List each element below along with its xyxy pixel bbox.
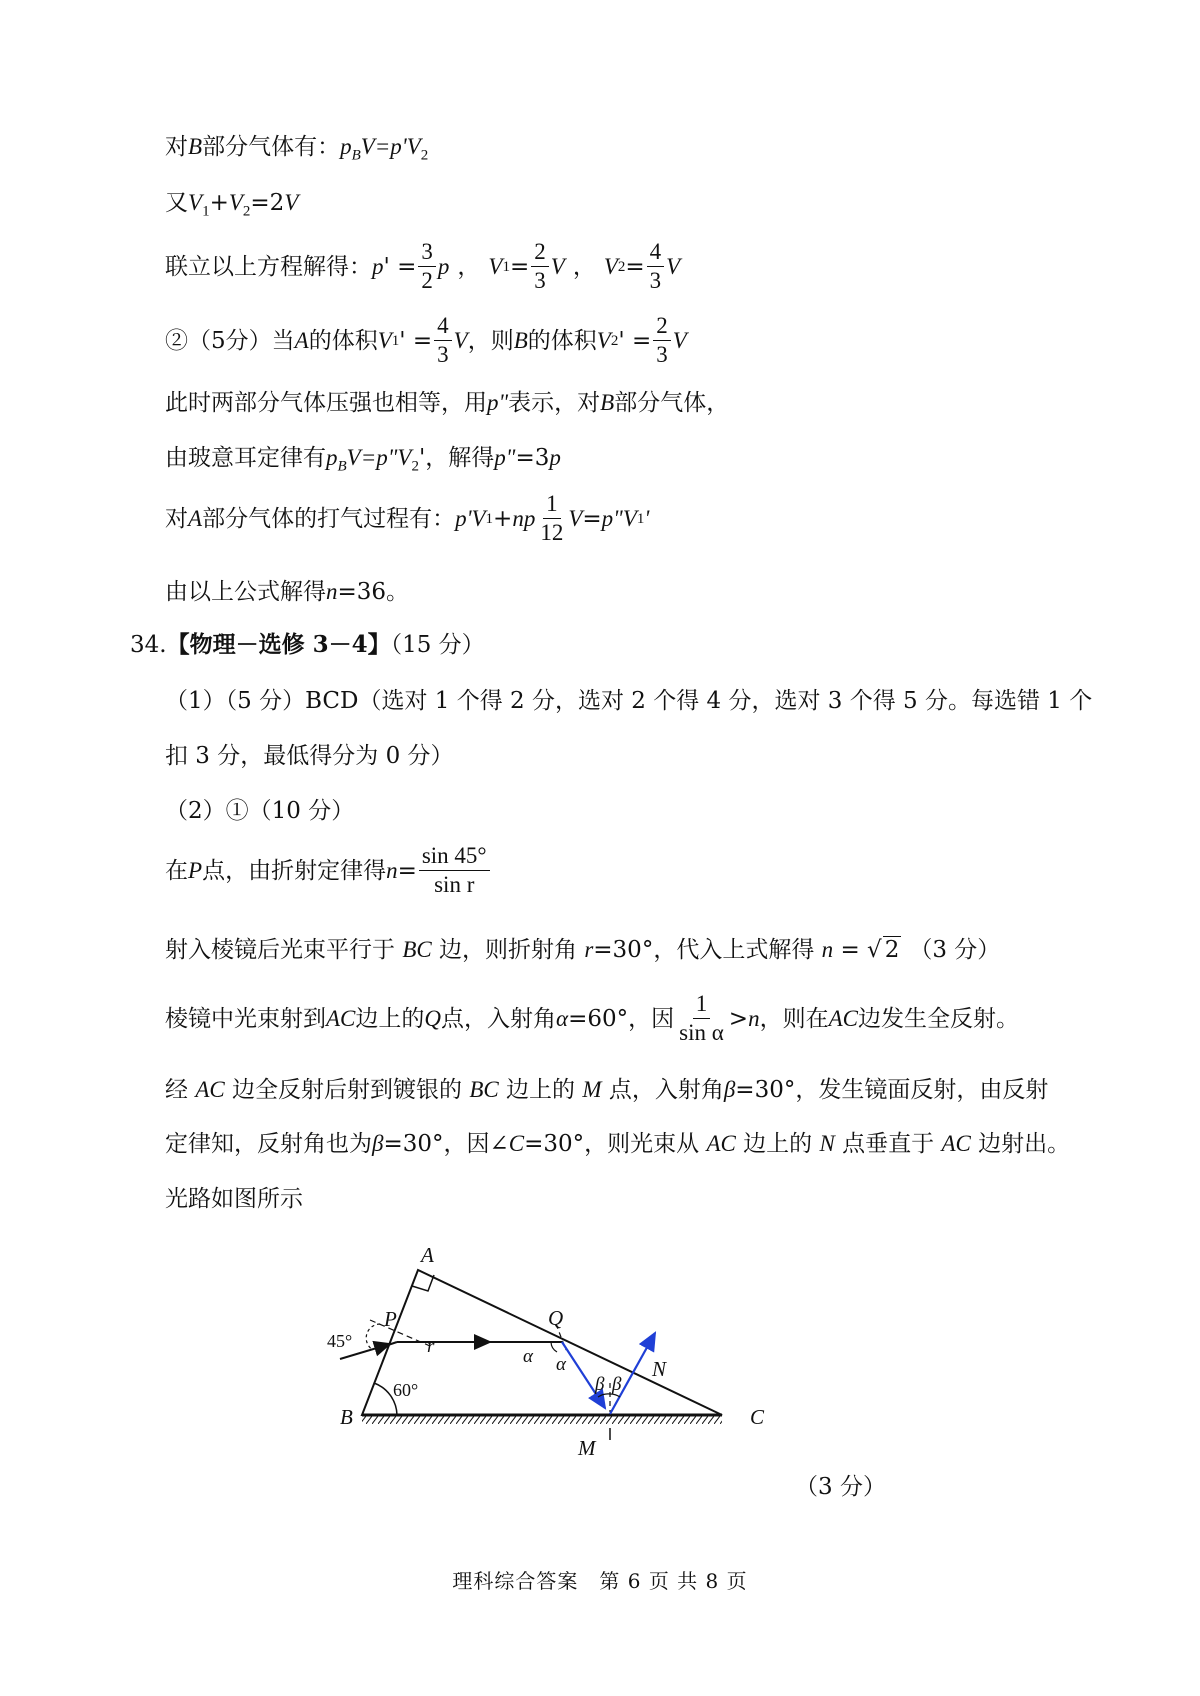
line-result-n: 由以上公式解得n=36。 <box>165 579 410 605</box>
label-m: M <box>578 1436 596 1460</box>
line-pumping-equation: 对 A 部分气体的打气过程有： p 'V 1 + np $\frac{1}{12}$ V = p "V 1 ' <box>165 491 650 545</box>
fraction-3-2: $\frac{3}{2}$ <box>418 238 436 295</box>
line-pressure-equal: 此时两部分气体压强也相等，用p"表示，对B部分气体， <box>165 390 730 416</box>
figure-score-note: （3 分） <box>795 1474 886 1500</box>
line-refraction-law: 在 P 点，由折射定律得 n = $\frac{\sin 45^\circ}{\text{sin r}}$ <box>165 842 492 899</box>
section-heading-34: 34.【物理－选修 3－4】（15 分） <box>130 631 485 658</box>
line-refraction-result: 射入棱镜后光束平行于 BC 边，则折射角 r=30°，代入上式解得 n = √ 2 （3 分） <box>165 937 1001 963</box>
line-total-reflection: 棱镜中光束射到 AC 边上的 Q 点，入射角 α =60°，因 $\frac{1}{\text{sin α}}$ > n ，则在 AC 边发生全反射。 <box>165 991 1019 1045</box>
line-solve-result: 联立以上方程解得： p ' = $\frac{3}{2}$ p ， V 1 = $\frac{2}{3}$ V ， V 2 = $\frac{4}{3}$ V <box>165 239 681 293</box>
line-mirror-reflection: 经 AC 边全反射后射到镀银的 BC 边上的 M 点，入射角β=30°，发生镜面反射，由反射 <box>165 1077 1049 1103</box>
label-r: r <box>427 1336 435 1357</box>
label-a: A <box>421 1243 434 1267</box>
angle-45-arc <box>366 1324 380 1350</box>
line-exit-conclusion: 定律知，反射角也为β=30°，因∠C=30°，则光束从 AC 边上的 N 点垂直于 AC 边射出。 <box>165 1131 1071 1157</box>
label-alpha-1: α <box>523 1346 533 1367</box>
fraction-2-3: $\frac{2}{3}$ <box>531 238 549 295</box>
page-footer: 理科综合答案 第 6 页 共 8 页 <box>452 1569 748 1593</box>
line-boyle-law: 由玻意耳定律有$p_BV=p"V_2'$，解得p"=3p <box>165 445 561 475</box>
label-c: C <box>750 1405 765 1429</box>
label-beta-1: β <box>595 1374 605 1395</box>
line-part1-scoring: 扣 3 分，最低得分为 0 分） <box>165 743 454 769</box>
line-part2-volumes: ②（5分）当 A 的体积 V 1 ' = $\frac{4}{3}$ V ，则 B 的体积 V 2 ' = $\frac{2}{3}$ V <box>165 313 687 367</box>
label-45-degrees: 45° <box>327 1331 353 1351</box>
label-q: Q <box>548 1306 564 1330</box>
label-alpha-2: α <box>556 1354 566 1375</box>
line-part2-heading: （2）①（10 分） <box>165 798 355 824</box>
line-part1-answer: （1）（5 分）BCD（选对 1 个得 2 分，选对 2 个得 4 分，选对 3 个得 5 分。每选错 1 个 <box>165 688 1093 714</box>
label-n: N <box>652 1357 667 1381</box>
line-b-gas: 对B部分气体有：$p_BV=p'V_2$ <box>165 134 429 164</box>
fraction-4-3: $\frac{4}{3}$ <box>647 238 665 295</box>
label-beta-2: β <box>612 1374 622 1395</box>
label-60-degrees: 60° <box>393 1380 419 1400</box>
label-b: B <box>340 1405 353 1429</box>
line-volume-sum: 又$V_1+V_2=2V$ <box>165 190 299 220</box>
angle-alpha-arc <box>551 1342 557 1352</box>
label-p: P <box>384 1307 397 1331</box>
line-figure-caption: 光路如图所示 <box>165 1186 303 1212</box>
